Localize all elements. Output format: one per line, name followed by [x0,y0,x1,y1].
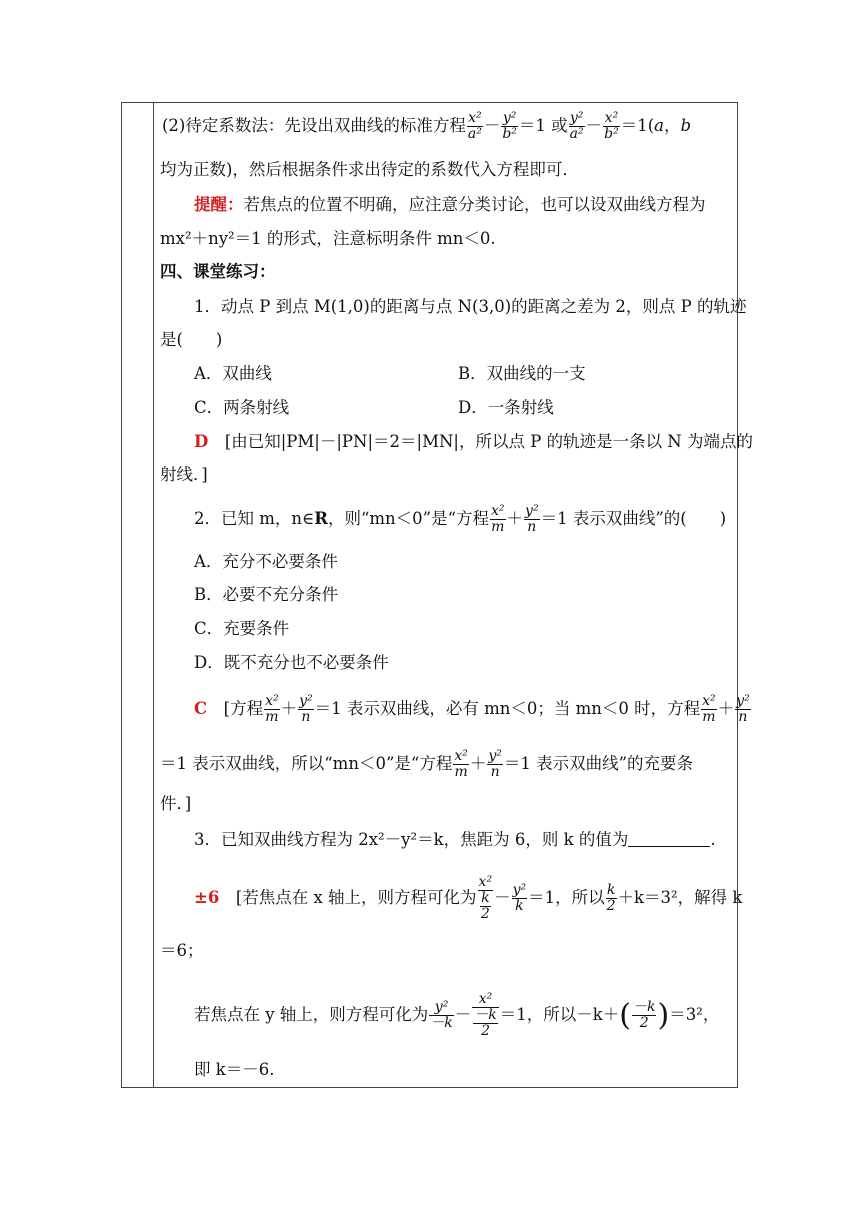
denominator: 2 [480,906,490,922]
numerator: k [481,890,490,906]
q3-solution-line4: 即 k＝－6. [194,1060,275,1079]
tip-line2: mx²＋ny²＝1 的形式，注意标明条件 mn＜0. [160,229,496,248]
numerator: －k [474,1007,497,1023]
fraction [490,504,506,535]
numerator: y² [512,882,527,898]
operator: ＋ [280,699,298,718]
q3-solution-line1 [194,875,742,922]
fraction [298,694,314,725]
text: ＝1，所以 [528,888,605,907]
denominator: 2 [481,1023,490,1039]
q3-solution-line3 [194,992,719,1039]
q3-stem [194,829,716,851]
q1-option-c: C．两条射线 [194,398,290,417]
denominator: m [265,709,279,725]
fraction [478,875,494,922]
fraction [569,111,585,142]
text: (2)待定系数法：先设出双曲线的标准方程 [162,116,466,135]
q2-solution-line2 [160,749,693,780]
answer-blank [628,830,710,847]
denominator: n [738,709,748,725]
section-title: 四、课堂练习： [160,262,276,281]
operator: － [483,116,501,135]
denominator [478,891,494,922]
denominator: 2 [606,898,616,914]
text: . [710,830,716,849]
text: 2．已知 m，n∈ [194,509,315,528]
q1-option-b: B．双曲线的一支 [458,364,586,383]
fraction [524,504,540,535]
text: R [314,509,328,528]
operator: ＋ [469,754,487,773]
fraction [603,111,620,142]
text: ＋k＝3²，解得 k [617,888,743,907]
text: ＝1，所以－k＋ [499,1005,620,1024]
operator: － [585,116,603,135]
method2-line2: 均为正数)，然后根据条件求出待定的系数代入方程即可． [160,160,579,179]
operator: ＋ [506,509,524,528]
numerator: k [606,882,616,898]
fraction [735,694,751,725]
text: 3．已知双曲线方程为 2x²－y²＝k，焦距为 6，则 k 的值为 [194,830,629,849]
denominator: k [515,898,524,914]
inner-fraction [473,1008,497,1039]
var: b [680,116,692,135]
text: [方程 [223,699,264,718]
fraction [467,111,483,142]
text: ＝1 表示双曲线”的充要条 [503,754,694,773]
numerator: x² [468,110,482,126]
fraction [501,111,518,142]
operator: － [454,1005,472,1024]
answer: ±6 [194,888,220,907]
numerator: y² [736,693,750,709]
q1-solution-line1 [194,431,753,453]
numerator: y² [525,503,539,519]
bracket: ) [657,997,670,1033]
fraction [701,694,717,725]
numerator: x² [265,693,279,709]
numerator: x² [472,992,498,1008]
numerator: y² [488,748,502,764]
q2-option-c: C．充要条件 [194,619,290,638]
text: ＝1( [620,116,655,135]
numerator: y² [502,110,517,126]
fraction [453,749,469,780]
numerator: x² [454,748,468,764]
text: ＝1 或 [518,116,568,135]
text: ＝3²， [669,1005,720,1024]
q1-solution-line2: 射线．] [160,465,208,484]
q1-stem-line1: 1．动点 P 到点 M(1,0)的距离与点 N(3,0)的距离之差为 2，则点 P 的轨迹 [194,297,747,316]
q2-option-a: A．充分不必要条件 [194,552,338,571]
fraction [512,883,528,914]
numerator: y² [299,693,313,709]
numerator: －k [633,999,656,1015]
tip-line1 [194,194,706,216]
q3-solution-line2: ＝6； [160,941,204,960]
text: ＝1 表示双曲线，必有 mn＜0；当 mn＜0 时，方程 [314,699,701,718]
text: ，则“mn＜0”是“方程 [327,509,490,528]
q1-stem-line2: 是( ) [160,330,223,349]
denominator: m [491,519,505,535]
denominator: b² [502,126,517,142]
denominator: －k [430,1015,453,1031]
text: [由已知|PM|－|PN|＝2＝|MN|，所以点 P 的轨迹是一条以 N 为端点的 [224,432,753,451]
text: ＝1 表示双曲线”的( ) [540,509,727,528]
text: 若焦点的位置不明确，应注意分类讨论，也可以设双曲线方程为 [243,195,706,214]
operator: － [494,888,511,907]
var: a [654,116,664,135]
text: 若焦点在 y 轴上，则方程可化为 [194,1005,429,1024]
numerator: x² [604,110,619,126]
denominator: m [702,709,716,725]
q2-stem [194,504,726,535]
tip-label: 提醒： [194,195,244,214]
answer: C [194,699,208,718]
method2-line1 [162,111,691,142]
denominator: a² [467,126,482,142]
numerator: x² [702,693,716,709]
fraction [264,694,280,725]
text: ＝1 表示双曲线，所以“mn＜0”是“方程 [160,754,453,773]
fraction [606,883,617,914]
numerator: x² [491,503,505,519]
q2-option-b: B．必要不充分条件 [194,585,339,604]
q2-solution-line3: 件．] [160,794,192,813]
answer: D [194,432,209,451]
denominator: 2 [639,1015,649,1031]
denominator: m [454,764,468,780]
text: [若焦点在 x 轴上，则方程可化为 [235,888,477,907]
q1-option-d: D．一条射线 [458,398,554,417]
content-table [121,102,753,1088]
denominator: n [301,709,311,725]
denominator: a² [569,126,584,142]
operator: ＋ [717,699,735,718]
text: ， [664,116,681,135]
numerator: x² [478,874,493,890]
q2-option-d: D．既不充分也不必要条件 [194,653,389,672]
left-margin-column [122,103,154,1087]
fraction [632,1000,656,1031]
numerator: y² [429,1000,453,1016]
q2-solution-line1 [194,694,752,725]
numerator: y² [569,110,584,126]
fraction [487,749,503,780]
denominator: n [490,764,500,780]
q1-option-a: A．双曲线 [194,364,272,383]
fraction [429,1000,453,1031]
denominator [472,1008,498,1039]
denominator: b² [604,126,619,142]
bracket: ( [619,997,631,1033]
fraction [472,992,498,1039]
inner-fraction [480,891,491,922]
denominator: n [527,519,537,535]
